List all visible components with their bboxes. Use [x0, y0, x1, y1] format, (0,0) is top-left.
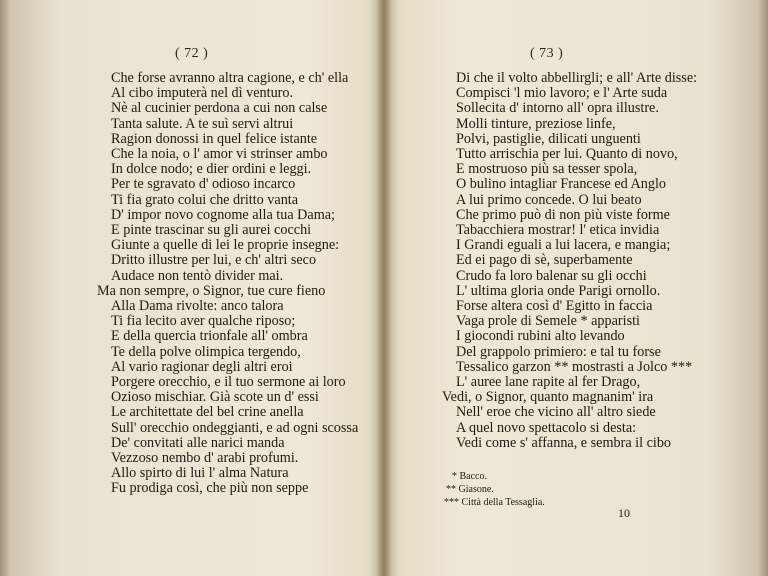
verse-line: Vedi, o Signor, quanto magnanim' ira — [442, 389, 654, 406]
verse-line: Nell' eroe che vicino all' altro siede — [456, 404, 656, 421]
signature-mark: 10 — [618, 506, 630, 520]
verse-line: Te della polve olimpica tergendo, — [111, 343, 301, 360]
left-page — [0, 0, 382, 576]
verse-line: Molli tinture, preziose linfe, — [456, 115, 616, 132]
left-page-number: ( 72 ) — [175, 46, 209, 61]
verse-line: Del grappolo primiero: e tal tu forse — [456, 343, 661, 360]
footnote: ** Giasone. — [446, 484, 494, 495]
verse-line: L' auree lane rapite al fer Drago, — [456, 374, 641, 390]
verse-line: Audace non tentò divider mai. — [111, 267, 284, 284]
verse-line: Forse altera così d' Egitto in faccia — [456, 298, 653, 314]
verse-line: In dolce nodo; e dier ordini e leggi. — [111, 161, 312, 178]
verse-line: Tutto arrischia per lui. Quanto di novo, — [456, 146, 678, 162]
verse-line: Tanta salute. A te suì servi altrui — [111, 115, 294, 132]
verse-line: Polvi, pastiglie, dilicati unguenti — [456, 130, 641, 147]
verse-line: I Grandi eguali a lui lacera, e mangia; — [456, 237, 671, 254]
verse-line: Ti fia lecito aver qualche riposo; — [111, 313, 296, 330]
verse-line: Ragion donossi in quel felice istante — [111, 130, 318, 147]
verse-line: Tessalico garzon ** mostrasti a Jolco *** — [456, 358, 693, 375]
verse-line: Sull' orecchio ondeggianti, e ad ogni scossa — [111, 419, 359, 436]
verse-line: Giunte a quelle di lei le proprie insegne: — [111, 237, 340, 254]
right-page — [386, 0, 768, 576]
verse-line: Porgere orecchio, e il tuo sermone ai loro — [111, 374, 346, 390]
verse-line: Le architettate del bel crine anella — [111, 404, 304, 421]
footnote: *** Città della Tessaglia. — [444, 497, 545, 508]
verse-line: Ozioso mischiar. Già scote un d' essi — [111, 389, 319, 406]
verse-line: Ti fia grato colui che dritto vanta — [111, 191, 299, 208]
verse-line: Per te sgravato d' odioso incarco — [111, 176, 296, 193]
verse-line: A lui primo concede. O lui beato — [456, 191, 642, 208]
verse-line: Compisci 'l mio lavoro; e l' Arte suda — [456, 85, 668, 102]
verse-line: Di che il volto abbellirgli; e all' Arte disse: — [456, 70, 698, 86]
verse-line: Crudo fa loro balenar su gli occhi — [456, 267, 647, 284]
verse-line: Ma non sempre, o Signor, tue cure fieno — [97, 282, 326, 299]
verse-line: Allo spirto di lui l' alma Natura — [111, 465, 289, 482]
verse-line: L' ultima gloria onde Parigi ornollo. — [456, 282, 661, 299]
verse-line: A quel novo spettacolo si desta: — [456, 419, 637, 436]
verse-line: Alla Dama rivolte: anco talora — [111, 298, 284, 314]
verse-line: Che primo può di non più viste forme — [456, 206, 670, 223]
verse-line: Che forse avranno altra cagione, e ch' ella — [111, 70, 349, 86]
verse-line: Ed ei pago di sè, superbamente — [456, 252, 633, 269]
verse-line: D' impor novo cognome alla tua Dama; — [111, 206, 335, 223]
verse-line: Al vario ragionar degli altri eroi — [111, 358, 293, 375]
verse-line: E pinte trascinar su gli aurei cocchi — [111, 222, 312, 238]
verse-line: Che la noia, o l' amor vi strinser ambo — [111, 146, 328, 162]
verse-line: I giocondi rubini alto levando — [456, 328, 625, 345]
footnote: * Bacco. — [452, 471, 487, 482]
right-page-number: ( 73 ) — [530, 46, 564, 61]
verse-line: Nè al cucinier perdona a cui non calse — [111, 100, 328, 117]
verse-line: Vezzoso nembo d' arabi profumi. — [111, 450, 299, 466]
verse-line: Vaga prole di Semele * apparisti — [456, 313, 640, 330]
verse-line: Tabacchiera mostrar! l' etica invidia — [456, 222, 660, 238]
verse-line: Sollecita d' intorno all' opra illustre. — [456, 100, 659, 117]
verse-line: Dritto illustre per lui, e ch' altri seco — [111, 252, 317, 269]
verse-line: Al cibo imputerà nel dì venturo. — [111, 85, 294, 102]
verse-line: De' convitati alle narici manda — [111, 434, 285, 451]
verse-line: E della quercia trionfale all' ombra — [111, 328, 308, 345]
verse-line: Vedi come s' affanna, e sembra il cibo — [456, 434, 672, 451]
verse-line: Fu prodiga così, che più non seppe — [111, 480, 309, 497]
verse-line: E mostruoso più sa tesser spola, — [456, 161, 638, 178]
verse-line: O bulino intagliar Francese ed Anglo — [456, 176, 667, 193]
